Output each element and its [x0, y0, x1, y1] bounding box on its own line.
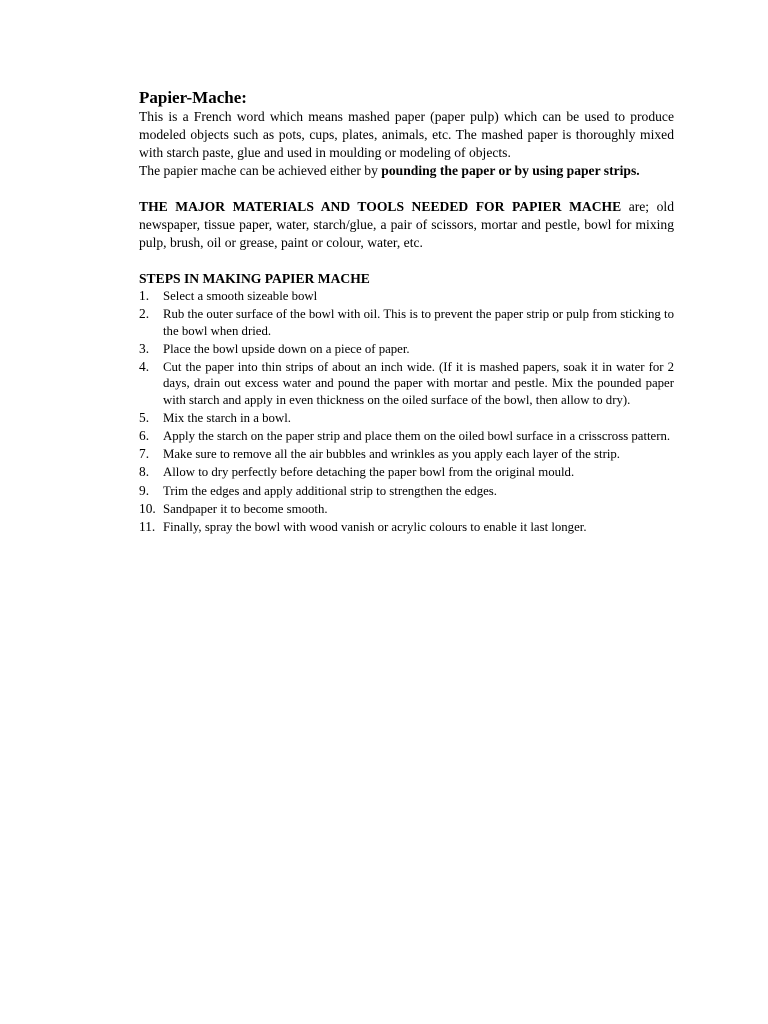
list-item — [139, 519, 674, 536]
step-text: Place the bowl upside down on a piece of paper. — [163, 341, 410, 356]
step-text: Apply the starch on the paper strip and place them on the oiled bowl surface in a crisscross pattern. — [163, 429, 671, 444]
step-text: Select a smooth sizeable bowl — [163, 289, 318, 303]
method-bold: pounding the paper or by using paper strips. — [381, 163, 640, 178]
step-number: 5. — [139, 410, 150, 426]
steps-heading: STEPS IN MAKING PAPIER MACHE — [139, 271, 370, 286]
step-number: 8. — [139, 464, 150, 480]
document-title: Papier-Mache: — [139, 88, 247, 107]
materials-heading: THE MAJOR MATERIALS AND TOOLS NEEDED FOR PAPIER MACHE — [139, 199, 622, 214]
step-number: 4. — [139, 358, 150, 374]
document-page — [139, 87, 674, 537]
list-item — [139, 288, 674, 305]
step-text: Trim the edges and apply additional strip to strengthen the edges. — [163, 483, 497, 498]
spacer — [139, 180, 674, 198]
step-number: 3. — [139, 340, 150, 356]
list-item — [139, 446, 674, 463]
step-text: Mix the starch in a bowl. — [163, 411, 291, 426]
step-text: Cut the paper into thin strips of about an inch wide. (If it is mashed papers, soak it in water for 2 days, drain out excess water and pound the paper with mortar and pestle. Mix the pounded paper with starch and apply in even thickness on the oiled surface of the bowl, then allow to dry). — [163, 359, 674, 408]
step-number: 11. — [139, 518, 156, 534]
step-number: 2. — [139, 306, 150, 322]
intro-text: This is a French word which means mashed paper (paper pulp) which can be used to produce modeled objects such as pots, cups, plates, animals, etc. The mashed paper is thoroughly mixed with starch paste, glue and used in moulding or modeling of objects. — [139, 109, 674, 160]
method-paragraph — [139, 162, 674, 180]
intro-paragraph — [139, 108, 674, 162]
step-number: 6. — [139, 428, 150, 444]
materials-text: are; old newspaper, tissue paper, water, starch/glue, a pair of scissors, mortar and pestle, bowl for mixing pulp, brush, oil or grease, paint or colour, water, etc. — [139, 199, 674, 250]
list-item — [139, 341, 674, 358]
step-text: Finally, spray the bowl with wood vanish or acrylic colours to enable it last longer. — [163, 519, 587, 534]
list-item — [139, 464, 674, 481]
step-text: Sandpaper it to become smooth. — [163, 501, 328, 516]
step-number: 9. — [139, 482, 150, 498]
step-number: 1. — [139, 288, 150, 303]
list-item — [139, 483, 674, 500]
list-item — [139, 306, 674, 339]
list-item — [139, 359, 674, 409]
step-text: Make sure to remove all the air bubbles and wrinkles as you apply each layer of the strip. — [163, 447, 620, 462]
spacer — [139, 252, 674, 270]
list-item — [139, 410, 674, 427]
step-number: 7. — [139, 446, 150, 462]
materials-paragraph — [139, 198, 674, 252]
list-item — [139, 428, 674, 445]
step-text: Rub the outer surface of the bowl with oil. This is to prevent the paper strip or pulp from sticking to the bowl when dried. — [163, 307, 674, 338]
step-number: 10. — [139, 500, 156, 516]
step-text: Allow to dry perfectly before detaching the paper bowl from the original mould. — [163, 465, 575, 480]
steps-list — [139, 288, 674, 535]
method-prefix: The papier mache can be achieved either by — [139, 163, 382, 178]
list-item — [139, 501, 674, 518]
